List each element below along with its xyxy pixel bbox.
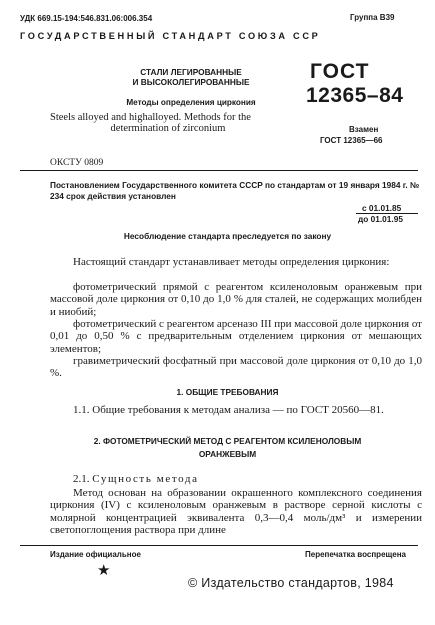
legal-warning: Несоблюдение стандарта преследуется по закону xyxy=(123,231,332,241)
title-line-1: СТАЛИ ЛЕГИРОВАННЫЕ xyxy=(140,67,242,77)
method-item-2: фотометрический с реагентом арсеназо III при массовой доле циркония от 0,01 до 0,50 % с предварительным отделением циркония от мешающих элементов; xyxy=(50,318,422,355)
section-2-paragraph: Метод основан на образовании окрашенного комплексного соединения циркония (IV) с ксиленоловым оранжевым в растворе серной кислоты с молярной концентрацией эквивалента 0,3—0,4 моль/дм³ и измерении светопоглощения раствора при длине xyxy=(50,487,422,537)
title-line-2: И ВЫСОКОЛЕГИРОВАННЫЕ xyxy=(132,77,250,87)
method-item-3: гравиметрический фосфатный при массовой доле циркония от 0,10 до 1,0 %. xyxy=(50,355,422,380)
publisher-copyright: © Издательство стандартов, 1984 xyxy=(188,576,394,590)
official-edition-label: Издание официальное xyxy=(50,550,141,559)
section-2-heading xyxy=(20,435,435,461)
replaces-label: Взамен xyxy=(349,125,379,134)
footer-divider xyxy=(20,545,418,546)
section-1-heading: 1. ОБЩИЕ ТРЕБОВАНИЯ xyxy=(176,387,279,397)
replaces-value: ГОСТ 12365—66 xyxy=(320,136,383,145)
gost-number: 12365–84 xyxy=(306,84,404,107)
intro-paragraph: Настоящий стандарт устанавливает методы определения циркония: xyxy=(73,256,390,268)
group-code: Группа В39 xyxy=(350,13,395,22)
effective-date-from: с 01.01.85 xyxy=(362,203,402,213)
state-standard-header: ГОСУДАРСТВЕННЫЙ СТАНДАРТ СОЮЗА ССР xyxy=(20,31,321,41)
method-item-1: фотометрический прямой с реагентом ксиленоловым оранжевым при массовой доле циркония от 0,10 до 1,0 % для сталей, не содержащих молибден и ниобий; xyxy=(50,281,422,318)
english-title-line-2: determination of zirconium xyxy=(110,123,226,134)
section-2-heading-line-2: ОРАНЖЕВЫМ xyxy=(198,449,257,459)
header-divider xyxy=(20,170,418,171)
decree-text: Постановлением Государственного комитета СССР по стандартам от 19 января 1984 г. № 234 срок действия установлен xyxy=(50,180,420,201)
subsection-2-1-heading xyxy=(73,473,199,485)
subsection-number: 2.1. xyxy=(73,473,90,485)
english-title xyxy=(50,112,286,134)
section-1-paragraph: 1.1. Общие требования к методам анализа — по ГОСТ 20560—81. xyxy=(73,404,384,416)
star-icon: ★ xyxy=(97,563,111,579)
subsection-title: Сущность метода xyxy=(92,473,199,485)
standard-title xyxy=(98,67,284,87)
okstu-code: ОКСТУ 0809 xyxy=(50,158,104,168)
gost-label: ГОСТ xyxy=(310,60,370,83)
section-2-heading-line-1: 2. ФОТОМЕТРИЧЕСКИЙ МЕТОД С РЕАГЕНТОМ КСИЛЕНОЛОВЫМ xyxy=(93,436,362,446)
english-title-line-1: Steels alloyed and highalloyed. Methods for the xyxy=(50,112,251,123)
effective-date-to: до 01.01.95 xyxy=(358,214,403,224)
reprint-forbidden-label: Перепечатка воспрещена xyxy=(305,550,406,559)
standard-subtitle: Методы определения циркония xyxy=(126,98,256,107)
udk-code: УДК 669.15-194:546.831.06:006.354 xyxy=(20,14,153,23)
